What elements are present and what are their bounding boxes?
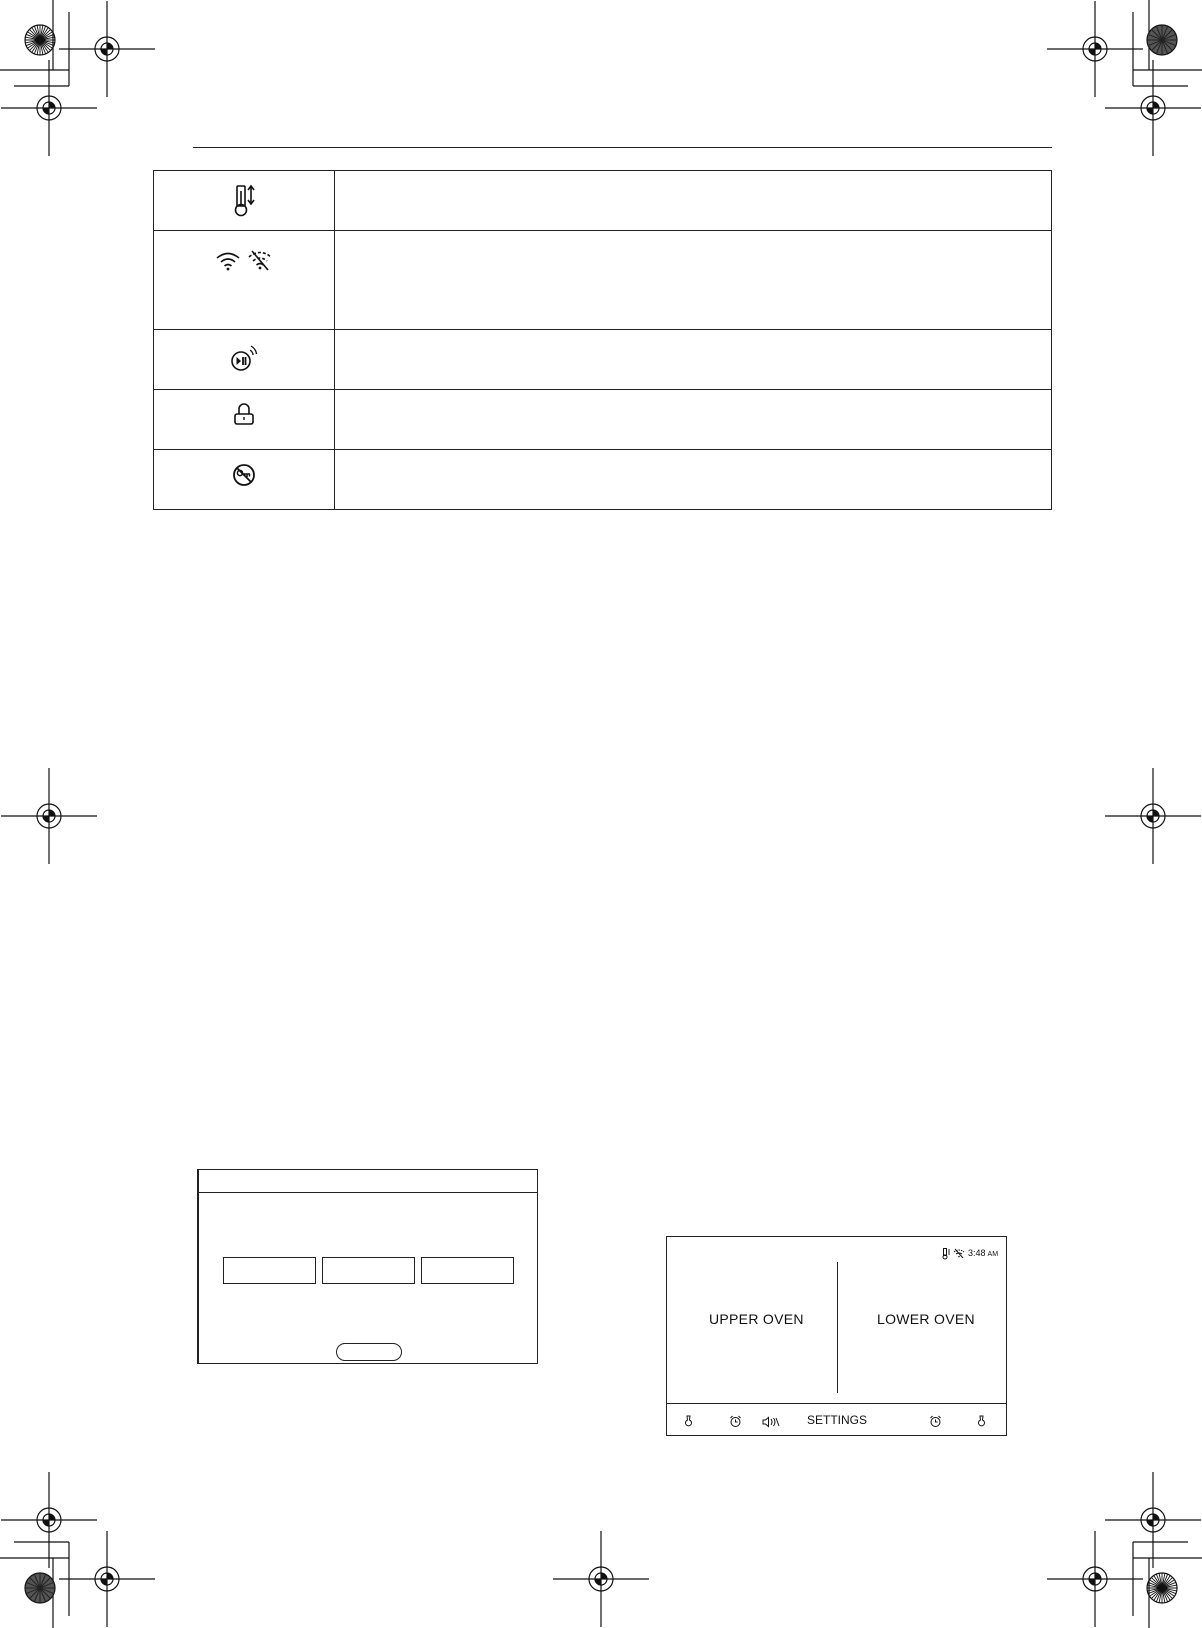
description-cell <box>335 390 1052 450</box>
table-row <box>154 231 1052 330</box>
dialog-option-box <box>421 1257 514 1284</box>
icon-cell <box>154 390 335 450</box>
oven-divider <box>837 1262 838 1393</box>
table-row <box>154 171 1052 231</box>
bottom-bar-rule <box>667 1403 1006 1404</box>
description-cell <box>335 330 1052 390</box>
dialog-screen-illustration <box>197 1169 538 1364</box>
lower-probe-icon <box>977 1415 986 1428</box>
upper-probe-icon <box>684 1415 693 1428</box>
clock-display <box>968 1248 998 1258</box>
upper-timer-icon <box>729 1415 742 1428</box>
lower-timer-icon <box>929 1415 942 1428</box>
oven-home-screen-illustration <box>666 1236 1007 1436</box>
icon-table <box>153 170 1052 510</box>
wifi-off-icon <box>246 248 274 272</box>
table-row <box>154 330 1052 390</box>
lock-icon <box>230 401 258 429</box>
table-row <box>154 390 1052 450</box>
clock-time: 3:48 <box>968 1248 986 1258</box>
dialog-option-box <box>322 1257 415 1284</box>
settings-label: SETTINGS <box>807 1413 868 1427</box>
icon-cell <box>154 450 335 510</box>
remote-start-icon <box>229 344 259 374</box>
sound-icon <box>762 1416 780 1428</box>
wifi-off-icon <box>953 1248 965 1258</box>
no-key-icon <box>230 461 258 489</box>
dialog-option-box <box>223 1257 316 1284</box>
dialog-confirm-button <box>336 1343 402 1361</box>
icon-cell <box>154 330 335 390</box>
description-cell <box>335 231 1052 330</box>
thermometer-arrows-icon <box>230 183 258 219</box>
lower-oven-label: LOWER OVEN <box>877 1311 975 1327</box>
table-row <box>154 450 1052 510</box>
icon-cell <box>154 231 335 330</box>
header-rule <box>193 147 1052 148</box>
clock-ampm: AM <box>987 1251 999 1258</box>
description-cell <box>335 450 1052 510</box>
thermometer-icon <box>942 1248 951 1260</box>
upper-oven-label: UPPER OVEN <box>709 1311 804 1327</box>
dialog-header-bar <box>199 1170 537 1193</box>
description-cell <box>335 171 1052 231</box>
wifi-icon <box>214 250 242 272</box>
icon-cell <box>154 171 335 231</box>
